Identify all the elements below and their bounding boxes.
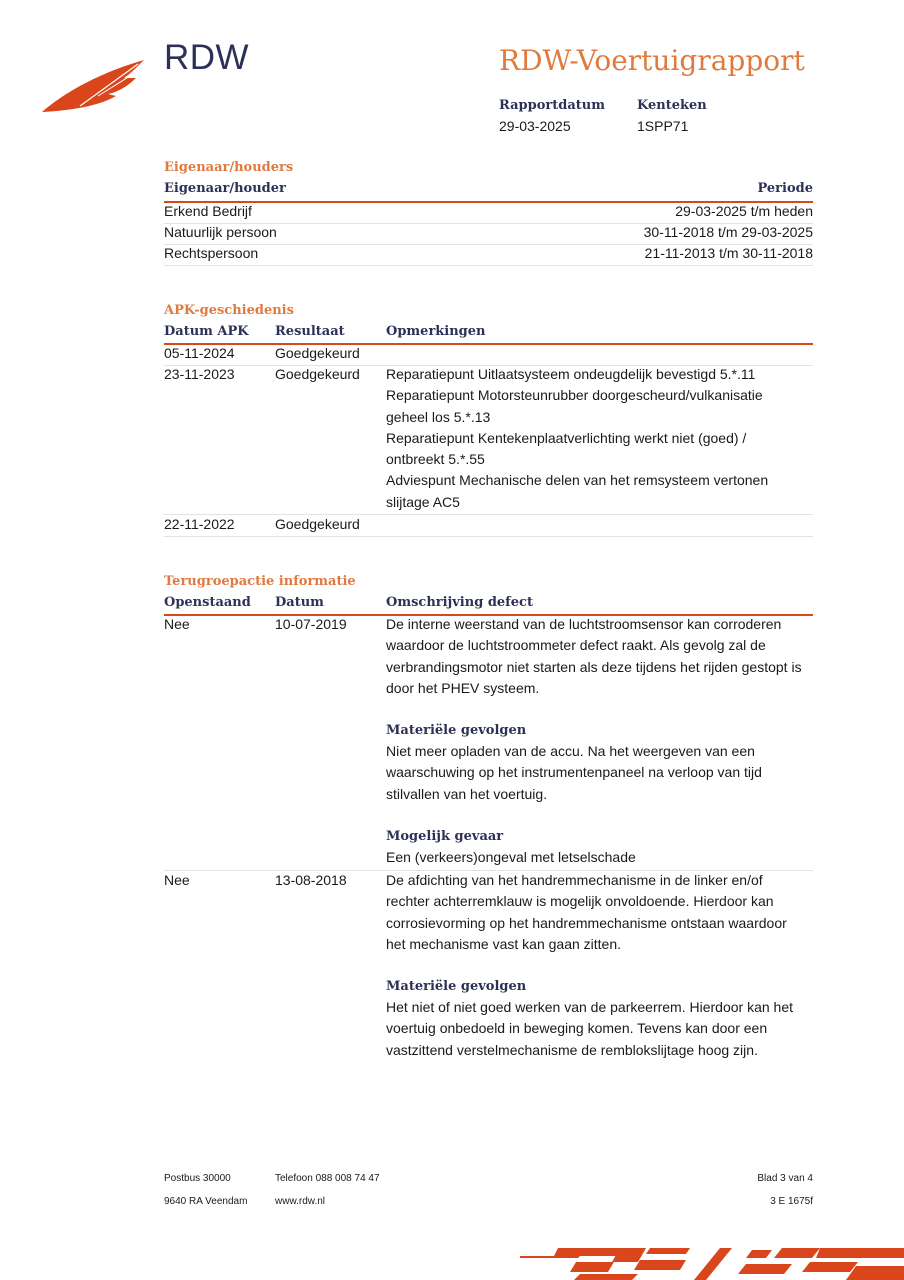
apk-remark: Reparatiepunt Kentekenplaatverlichting werkt niet (goed) / ontbreekt 5.*.55: [386, 429, 747, 468]
recall-description: De interne weerstand van de luchtstroomsensor kan corroderen waardoor de luchtstroommeter defect raakt. Als gevolg zal de verbrandingsmotor niet starten als deze tijdens het rijden gestopt is door het PHEV systeem.: [386, 616, 802, 696]
owners-section-title: Eigenaar/houders: [164, 160, 294, 175]
recall-row-2-date: 13-08-2018: [275, 872, 347, 888]
apk-remark: Reparatiepunt Uitlaatsysteem ondeugdelijk bevestigd 5.*.11: [386, 366, 756, 382]
footer-doc-code: 3 E 1675f: [770, 1196, 813, 1207]
row-divider: [164, 514, 813, 515]
recall-section-title: Terugroepactie informatie: [164, 574, 356, 589]
apk-row-2-result: Goedgekeurd: [275, 366, 360, 382]
consequences-heading: Materiële gevolgen: [386, 723, 527, 739]
apk-header-rule: [164, 343, 813, 345]
consequences-heading: Materiële gevolgen: [386, 979, 527, 995]
recall-danger: Een (verkeers)ongeval met letselschade: [386, 849, 636, 866]
recall-col-desc: Omschrijving defect: [386, 595, 533, 610]
recall-consequences: Het niet of niet goed werken van de parkeerrem. Hierdoor kan het voertuig onbedoeld in beweging komen. Tevens kan door een vastzittend verstelmechanisme de remblokslijtage hoog zijn.: [386, 999, 794, 1058]
owner-row-1-period: 29-03-2025 t/m heden: [675, 203, 813, 219]
footer-phone: Telefoon 088 008 74 47: [275, 1173, 380, 1184]
recall-col-open: Openstaand: [164, 595, 251, 610]
apk-row-3-result: Goedgekeurd: [275, 516, 360, 532]
apk-col-date: Datum APK: [164, 324, 249, 339]
footer-page-number: Blad 3 van 4: [757, 1173, 813, 1184]
danger-heading: Mogelijk gevaar: [386, 829, 504, 845]
report-date-value: 29-03-2025: [499, 118, 571, 134]
owner-row-1-name: Erkend Bedrijf: [164, 203, 252, 219]
apk-row-1-result: Goedgekeurd: [275, 345, 360, 361]
plate-value: 1SPP71: [637, 118, 689, 134]
footer-address-line1: Postbus 30000: [164, 1173, 231, 1184]
brand-name: RDW: [164, 38, 250, 77]
apk-remark: Adviespunt Mechanische delen van het remsysteem vertonen slijtage AC5: [386, 472, 769, 510]
document-title: RDW-Voertuigrapport: [499, 44, 805, 77]
rdw-logo-icon: [40, 56, 150, 116]
owners-col-owner: Eigenaar/houder: [164, 181, 286, 196]
recall-consequences: Niet meer opladen van de accu. Na het weergeven van een waarschuwing op het instrumentenpaneel na verloop van tijd stilvallen van het voertuig.: [386, 743, 762, 802]
recall-col-date: Datum: [275, 595, 324, 610]
owner-row-3-name: Rechtspersoon: [164, 245, 259, 261]
owner-row-2-name: Natuurlijk persoon: [164, 224, 277, 240]
row-divider: [164, 265, 813, 266]
footer-address-line2: 9640 RA Veendam: [164, 1196, 248, 1207]
recall-row-1-open: Nee: [164, 616, 190, 632]
apk-row-3-date: 22-11-2022: [164, 516, 235, 532]
row-divider: [164, 536, 813, 537]
footer-website-link[interactable]: www.rdw.nl: [275, 1196, 326, 1207]
owner-row-2-period: 30-11-2018 t/m 29-03-2025: [643, 224, 813, 240]
apk-row-2-date: 23-11-2023: [164, 366, 235, 382]
report-date-label: Rapportdatum: [499, 98, 605, 113]
apk-section-title: APK-geschiedenis: [164, 303, 294, 318]
recall-row-1-details: [386, 614, 806, 868]
recall-row-1-date: 10-07-2019: [275, 616, 347, 632]
apk-col-result: Resultaat: [275, 324, 345, 339]
recall-row-2-open: Nee: [164, 872, 190, 888]
apk-row-1-date: 05-11-2024: [164, 345, 235, 361]
owner-row-3-period: 21-11-2013 t/m 30-11-2018: [644, 245, 813, 261]
apk-col-remarks: Opmerkingen: [386, 324, 486, 339]
plate-label: Kenteken: [637, 98, 707, 113]
owners-col-period: Periode: [757, 181, 813, 196]
recall-row-2-details: [386, 870, 806, 1061]
apk-row-2-remarks: [386, 364, 806, 513]
recall-description: De afdichting van het handremmechanisme in de linker en/of rechter achterremklauw is mogelijk onvoldoende. Hierdoor kan corrosievorming op het handremmechanisme ontstaan waardoor het mechanisme vast kan gaan zitten.: [386, 872, 787, 952]
apk-remark: Reparatiepunt Motorsteunrubber doorgescheurd/vulkanisatie geheel los 5.*.13: [386, 387, 763, 425]
decorative-stripes-icon: [520, 1244, 904, 1280]
